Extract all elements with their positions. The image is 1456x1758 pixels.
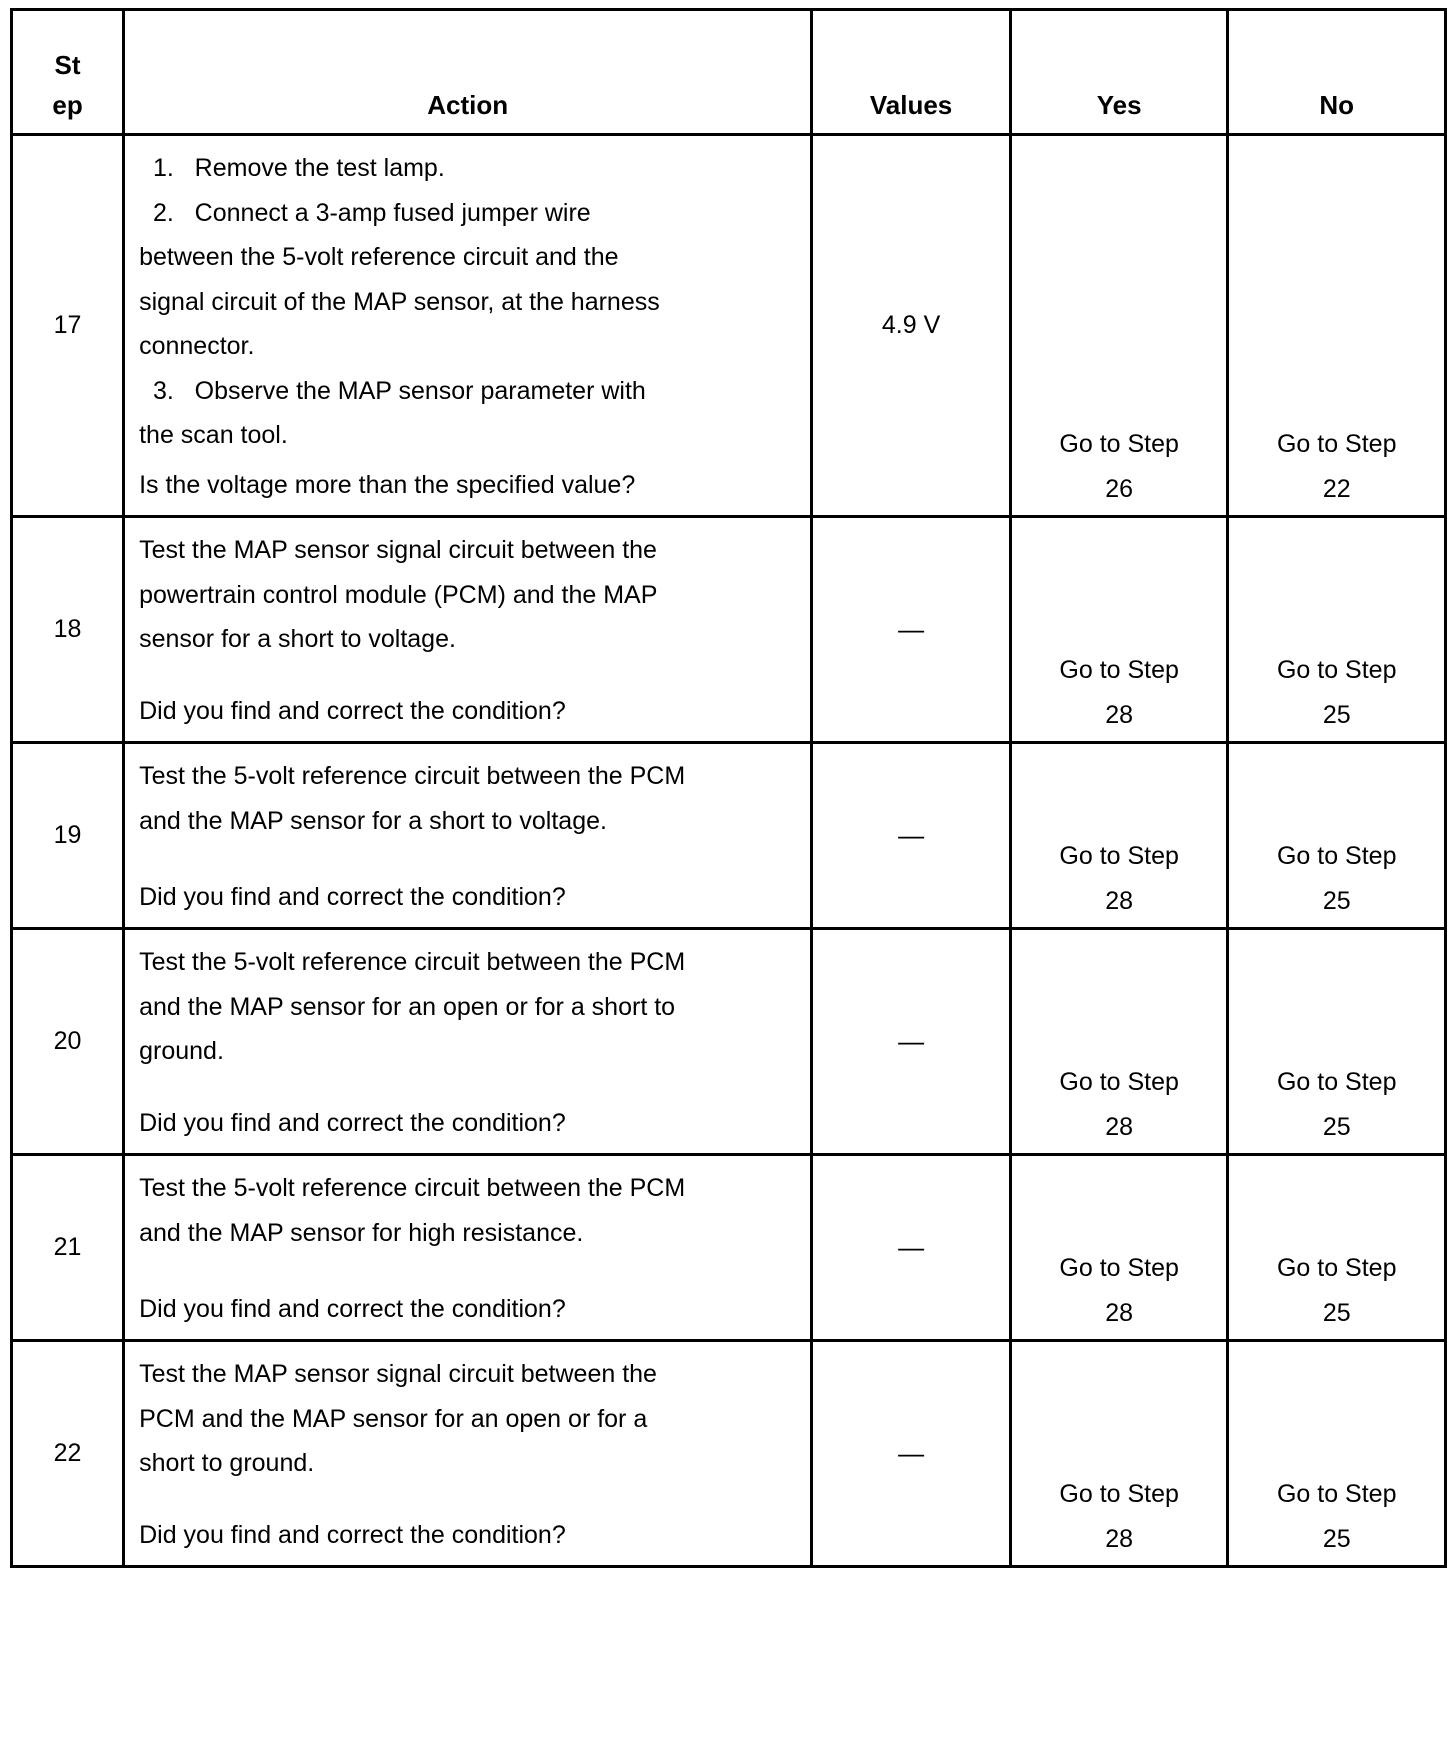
action-question: Did you find and correct the condition? [139, 1108, 566, 1137]
yes-go-to-step: Go to Step 28 [1010, 1341, 1228, 1567]
value-cell: — [812, 743, 1011, 929]
header-step: St ep [12, 10, 124, 135]
action-line: connector. [139, 332, 255, 360]
action-question: Did you find and correct the condition? [139, 696, 566, 725]
action-line: Test the 5-volt reference circuit between the PCM [139, 762, 686, 790]
step-number: 21 [12, 1155, 124, 1341]
header-no: No [1228, 10, 1446, 135]
action-cell [124, 929, 812, 1155]
diagnostic-table [10, 8, 1447, 1568]
action-line: 3. Observe the MAP sensor parameter with [139, 376, 646, 405]
table-row [12, 743, 1446, 929]
header-row [12, 10, 1446, 135]
value-cell: — [812, 1341, 1011, 1567]
yes-go-to-step: Go to Step 26 [1010, 135, 1228, 517]
value-cell: 4.9 V [812, 135, 1011, 517]
action-line: Test the MAP sensor signal circuit between the [139, 1360, 657, 1388]
step-number: 19 [12, 743, 124, 929]
action-line: the scan tool. [139, 421, 288, 449]
yes-go-to-step: Go to Step 28 [1010, 517, 1228, 743]
action-line: and the MAP sensor for a short to voltage. [139, 806, 607, 835]
action-line: Test the MAP sensor signal circuit between the [139, 536, 657, 564]
action-question: Did you find and correct the condition? [139, 882, 566, 911]
action-line: ground. [139, 1037, 224, 1065]
value-cell: — [812, 517, 1011, 743]
value-cell: — [812, 929, 1011, 1155]
table-row [12, 517, 1446, 743]
action-line: PCM and the MAP sensor for an open or for a [139, 1404, 648, 1433]
header-action: Action [124, 10, 812, 135]
step-number: 20 [12, 929, 124, 1155]
action-question: Did you find and correct the condition? [139, 1294, 566, 1323]
yes-go-to-step: Go to Step 28 [1010, 743, 1228, 929]
table-row [12, 135, 1446, 517]
action-line: between the 5-volt reference circuit and the [139, 243, 619, 271]
step-number: 22 [12, 1341, 124, 1567]
action-line: short to ground. [139, 1449, 315, 1477]
action-question: Is the voltage more than the specified value? [139, 470, 636, 499]
action-question: Did you find and correct the condition? [139, 1520, 566, 1549]
action-cell [124, 135, 812, 517]
no-go-to-step: Go to Step 25 [1228, 517, 1446, 743]
yes-go-to-step: Go to Step 28 [1010, 1155, 1228, 1341]
action-cell [124, 1155, 812, 1341]
table-row [12, 1341, 1446, 1567]
step-number: 17 [12, 135, 124, 517]
action-line: signal circuit of the MAP sensor, at the harness [139, 287, 660, 316]
action-line: 2. Connect a 3-amp fused jumper wire [139, 198, 591, 227]
action-line: and the MAP sensor for high resistance. [139, 1218, 584, 1247]
action-line: Test the 5-volt reference circuit between the PCM [139, 948, 686, 976]
action-line: Test the 5-volt reference circuit between the PCM [139, 1174, 686, 1202]
value-cell: — [812, 1155, 1011, 1341]
no-go-to-step: Go to Step 22 [1228, 135, 1446, 517]
action-line: and the MAP sensor for an open or for a short to [139, 992, 676, 1021]
no-go-to-step: Go to Step 25 [1228, 1341, 1446, 1567]
no-go-to-step: Go to Step 25 [1228, 1155, 1446, 1341]
no-go-to-step: Go to Step 25 [1228, 929, 1446, 1155]
header-yes: Yes [1010, 10, 1228, 135]
action-line: sensor for a short to voltage. [139, 625, 456, 653]
step-number: 18 [12, 517, 124, 743]
yes-go-to-step: Go to Step 28 [1010, 929, 1228, 1155]
table-row [12, 929, 1446, 1155]
action-cell [124, 517, 812, 743]
action-cell [124, 1341, 812, 1567]
action-line: 1. Remove the test lamp. [139, 154, 445, 182]
action-line: powertrain control module (PCM) and the MAP [139, 580, 658, 609]
header-values: Values [812, 10, 1011, 135]
table-row [12, 1155, 1446, 1341]
no-go-to-step: Go to Step 25 [1228, 743, 1446, 929]
action-cell [124, 743, 812, 929]
